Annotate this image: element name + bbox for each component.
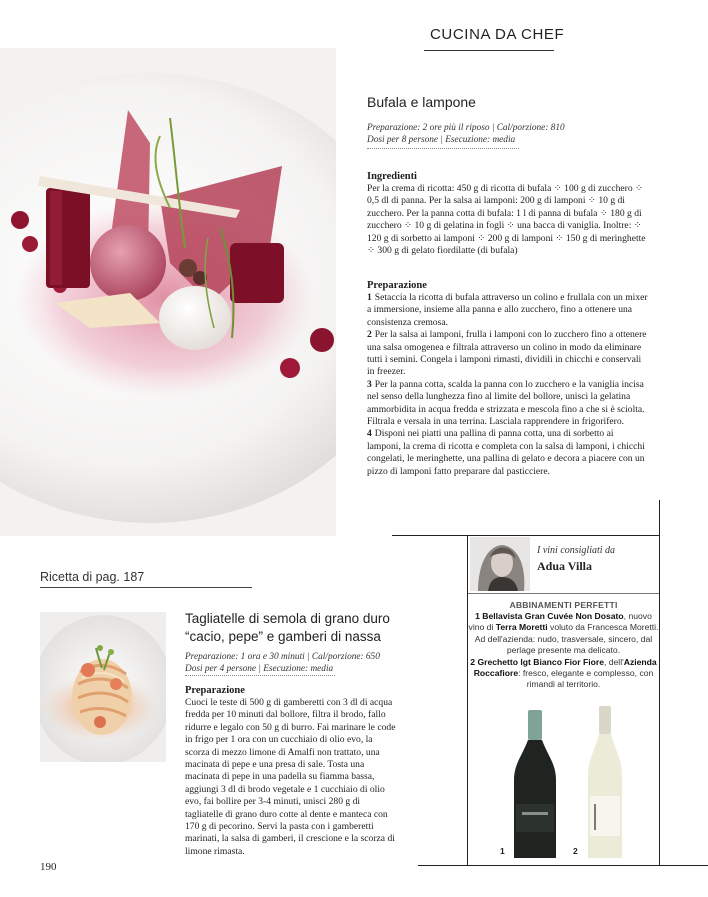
recipe2-title — [185, 610, 395, 646]
wine-heading: ABBINAMENTI PERFETTI — [509, 600, 618, 610]
wine-rule — [468, 593, 659, 594]
wine-bottles — [494, 700, 644, 862]
column-rule — [659, 500, 660, 536]
wine1-text-b: voluto da Francesca Moretti. Ad dell'azienda: nudo, trasversale, sincero, dal perlage presente ma delicato. — [474, 622, 659, 656]
step-text: Setaccia la ricotta di bufala attraverso un colino e frullala con un mixer a immersione, insieme alla panna e allo zucchero, fino a ottenere una consistenza cremosa. — [367, 292, 648, 328]
recipe2-meta-line2: Dosi per 4 persone | Esecuzione: media — [185, 664, 334, 674]
wine2-text-a: , dell' — [603, 656, 624, 667]
recipe1-meta-line1: Preparazione: 2 ore più il riposo | Cal/porzione: 810 — [367, 123, 565, 133]
sommelier-portrait — [470, 537, 530, 591]
step — [367, 329, 649, 379]
section-title: CUCINA DA CHEF — [430, 26, 565, 43]
divider-dots — [367, 148, 519, 149]
recipe1-title: Bufala e lampone — [367, 94, 476, 110]
recipe1-meta — [367, 122, 597, 146]
divider-dots — [185, 675, 335, 676]
wine1-name: Bellavista Gran Cuvée Non Dosato — [482, 611, 624, 621]
bottle-2-label: 2 — [573, 846, 578, 856]
recipe1-meta-line2: Dosi per 8 persone | Esecuzione: media — [367, 135, 516, 145]
recipe2-title-line2: “cacio, pepe” e gamberi di nassa — [185, 629, 381, 644]
recipe2-title-line1: Tagliatelle di semola di grano duro — [185, 611, 390, 626]
dessert-photo — [0, 48, 336, 536]
reference-rule — [40, 587, 252, 588]
step-text: Per la salsa ai lamponi, frulla i lamponi con lo zucchero fino a ottenere una salsa omogenea e filtrala attraverso un colino in modo da eliminare tutti i semini. Congela i lamponi rimasti, dividili in chicchi e conservali in freezer. — [367, 329, 647, 378]
ingredients-text: Per la crema di ricotta: 450 g di ricotta di bufala ⁘ 100 g di zucchero ⁘ 0,5 dl di panna. Per la salsa ai lamponi: 200 g di lamponi ⁘ 10 g di zucchero. Per la panna cotta di bufala: 1 l di panna di bufala ⁘ 180 g di zucchero ⁘ 10 g di gelatina in fogli ⁘ una bacca di vaniglia. Inoltre: ⁘ 120 g di sorbetto ai lamponi ⁘ 200 g di lamponi ⁘ 150 g di meringhette ⁘ 300 g di gelato fiordilatte (di bufala) — [367, 183, 646, 257]
recipe2-meta — [185, 651, 395, 675]
step-number: 3 — [367, 378, 372, 390]
step — [367, 292, 649, 329]
preparation-heading: Preparazione — [367, 280, 427, 291]
wine1-text-a: , nuovo vino di — [468, 611, 652, 633]
wine2-text-b: : fresco, elegante e complesso, con rimandi al territorio. — [518, 668, 654, 690]
bottle-1 — [514, 710, 556, 858]
bottle-1-label: 1 — [500, 846, 505, 856]
page-number: 190 — [40, 861, 57, 873]
step-text: Per la panna cotta, scalda la panna con lo zucchero e la vaniglia incisa nel senso della lunghezza fino al limite del bollore, unisci la gelatina ammorbidita in acqua fredda e strizzata e mescola fino a che si è sciolta. Filtrala e versala in una terrina. Lasciala rapprendere in frigorifero. — [367, 378, 645, 428]
preparation-steps — [367, 292, 649, 478]
wine-box-rule-right — [659, 535, 660, 865]
step — [367, 379, 649, 429]
step-number: 1 — [367, 292, 372, 303]
ingredients-heading: Ingredienti — [367, 171, 417, 182]
section-rule — [424, 50, 554, 51]
wine1-producer: Terra Moretti — [495, 622, 548, 633]
recipe2-preparation-heading: Preparazione — [185, 685, 245, 696]
wine-box-rule-bottom — [418, 865, 708, 866]
recipe2-body: Cuoci le teste di 500 g di gamberetti con 3 dl di acqua fredda per 10 minuti dal bollore, filtra il brodo, fallo ridurre e legalo con 50 g di burro. Fai marinare le code in frigo per 1 ora con un cucchiaio di olio evo, la scorza di mezzo limone di Amalfi non trattato, una macinata di pepe e una presa di sale. Tosta una macinata di pepe in una padella su fiamma bassa, aggiungi 3 dl di brodo vegetale e 1 cucchiaio di olio evo, fai bollire per 3-4 minuti, unisci 280 g di tagliatelle di grano duro cotte al dente e manteca con 170 g di pecorino. Servi la pasta con i gamberetti marinati, la salsa di gamberi, il crescione e la scorza di limone rimasta. — [185, 697, 396, 857]
wine-kicker: I vini consigliati da — [537, 545, 616, 556]
pasta-photo — [40, 612, 166, 762]
step — [367, 428, 649, 478]
bottle-2 — [588, 706, 622, 858]
section-divider — [392, 535, 660, 536]
wine1-number: 1 — [475, 611, 480, 621]
step-number: 2 — [367, 329, 372, 341]
wine2-number: 2 — [470, 656, 476, 667]
wine2-producer: Azienda Roccafiore — [473, 656, 657, 679]
wine2-name: Grechetto Igt Bianco Fior Fiore — [477, 656, 604, 667]
wine-box-rule-left — [467, 535, 468, 865]
recipe-reference: Ricetta di pag. 187 — [40, 570, 145, 584]
recipe2-meta-line1: Preparazione: 1 ora e 30 minuti | Cal/porzione: 650 — [185, 652, 380, 662]
step-text: Disponi nei piatti una pallina di panna cotta, una di sorbetto ai lamponi, la crema di ricotta e completa con la salsa di lamponi, i chicchi congelati, le meringhette, una pallina di gelato e decora a piacere con un pizzo di lamponi fatto preparare dal pasticciere. — [367, 428, 645, 477]
step-number: 4 — [367, 428, 372, 440]
wine-description — [468, 611, 659, 691]
wine-author: Adua Villa — [537, 559, 593, 573]
